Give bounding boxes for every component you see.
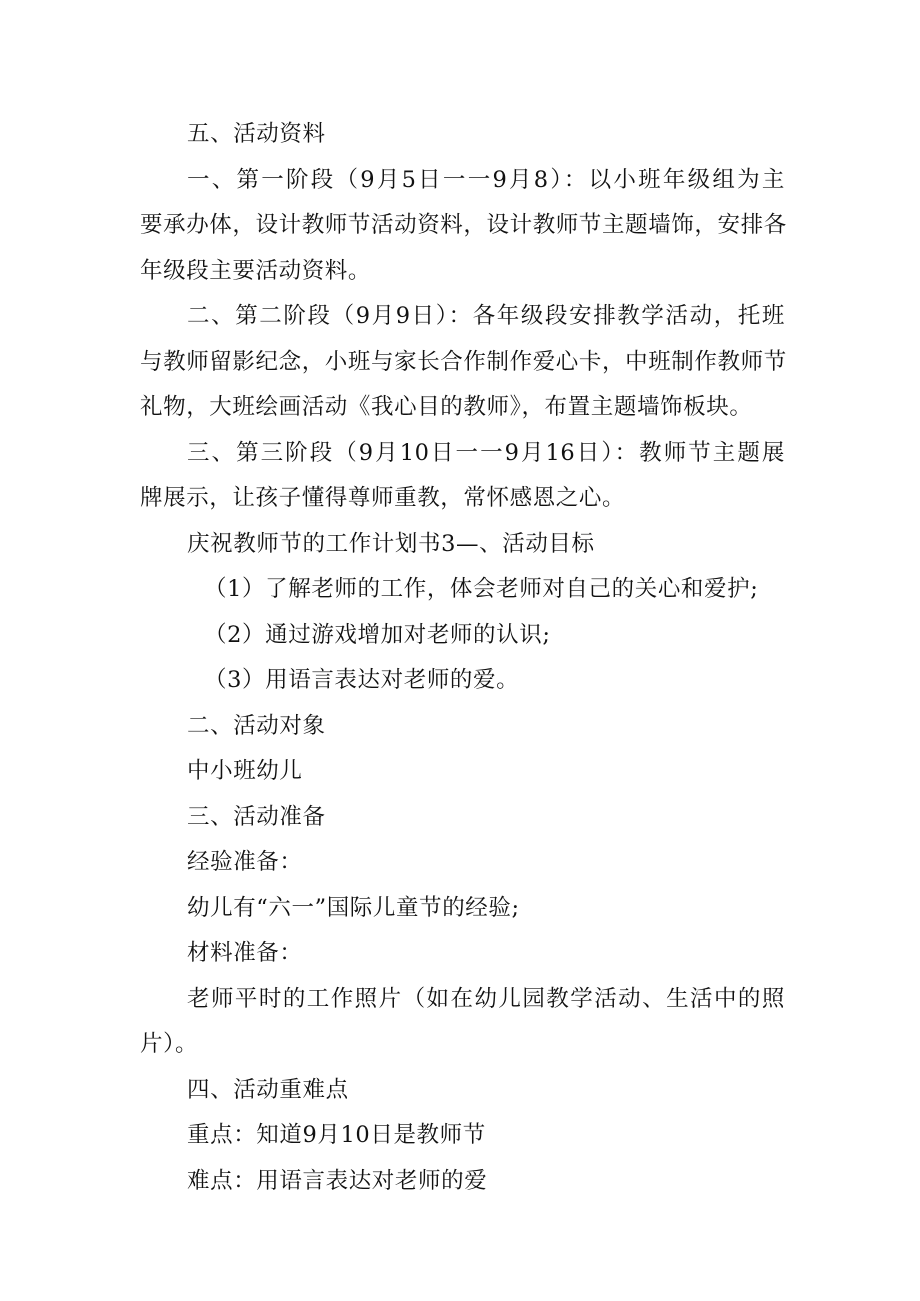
- section-heading-activity-materials: 五、活动资料: [187, 121, 326, 147]
- goal-item-1: （1）了解老师的工作，体会老师对自己的关心和爱护;: [204, 576, 759, 602]
- paragraph-stage-two-line-2: 与教师留影纪念，小班与家长合作制作爱心卡，中班制作教师节: [140, 348, 787, 375]
- activity-target-text: 中小班幼儿: [187, 758, 303, 784]
- goal-item-3: （3）用语言表达对老师的爱。: [204, 667, 520, 693]
- paragraph-stage-two-line-3: 礼物，大班绘画活动《我心目的教师》，布置主题墙饰板块。: [140, 394, 753, 420]
- material-preparation-label: 材料准备：: [187, 940, 303, 966]
- section-heading-key-points: 四、活动重难点: [187, 1076, 349, 1103]
- material-preparation-text-line-2: 片）。: [140, 1031, 199, 1057]
- goal-item-2: （2）通过游戏增加对老师的认识;: [204, 621, 551, 648]
- paragraph-stage-two-line-1: 二、第二阶段（9月9日）：各年级段安排教学活动，托班: [187, 303, 785, 329]
- paragraph-stage-three-line-2: 牌展示，让孩子懂得尊师重教，常怀感恩之心。: [140, 485, 626, 511]
- plan-title-activity-goals: 庆祝教师节的工作计划书3—、活动目标: [187, 530, 595, 557]
- document-body: [140, 112, 785, 1204]
- paragraph-stage-three-line-1: 三、第三阶段（9月10日一一9月16日）：教师节主题展: [187, 439, 785, 466]
- experience-preparation-text: 幼儿有“六一”国际儿童节的经验;: [187, 894, 520, 921]
- section-heading-activity-target: 二、活动对象: [187, 712, 326, 739]
- experience-preparation-label: 经验准备：: [187, 849, 303, 875]
- difficult-point-text: 难点：用语言表达对老师的爱: [187, 1167, 488, 1194]
- material-preparation-text-line-1: 老师平时的工作照片（如在幼儿园教学活动、生活中的照: [187, 985, 785, 1012]
- paragraph-stage-one-line-1: 一、第一阶段（9月5日一一9月8）：以小班年级组为主: [187, 166, 785, 193]
- key-point-text: 重点：知道9月10日是教师节: [187, 1122, 486, 1148]
- section-heading-activity-preparation: 三、活动准备: [187, 803, 326, 830]
- paragraph-stage-one-line-3: 年级段主要活动资料。: [140, 257, 372, 284]
- paragraph-stage-one-line-2: 要承办体，设计教师节活动资料，设计教师节主题墙饰，安排各: [140, 212, 787, 238]
